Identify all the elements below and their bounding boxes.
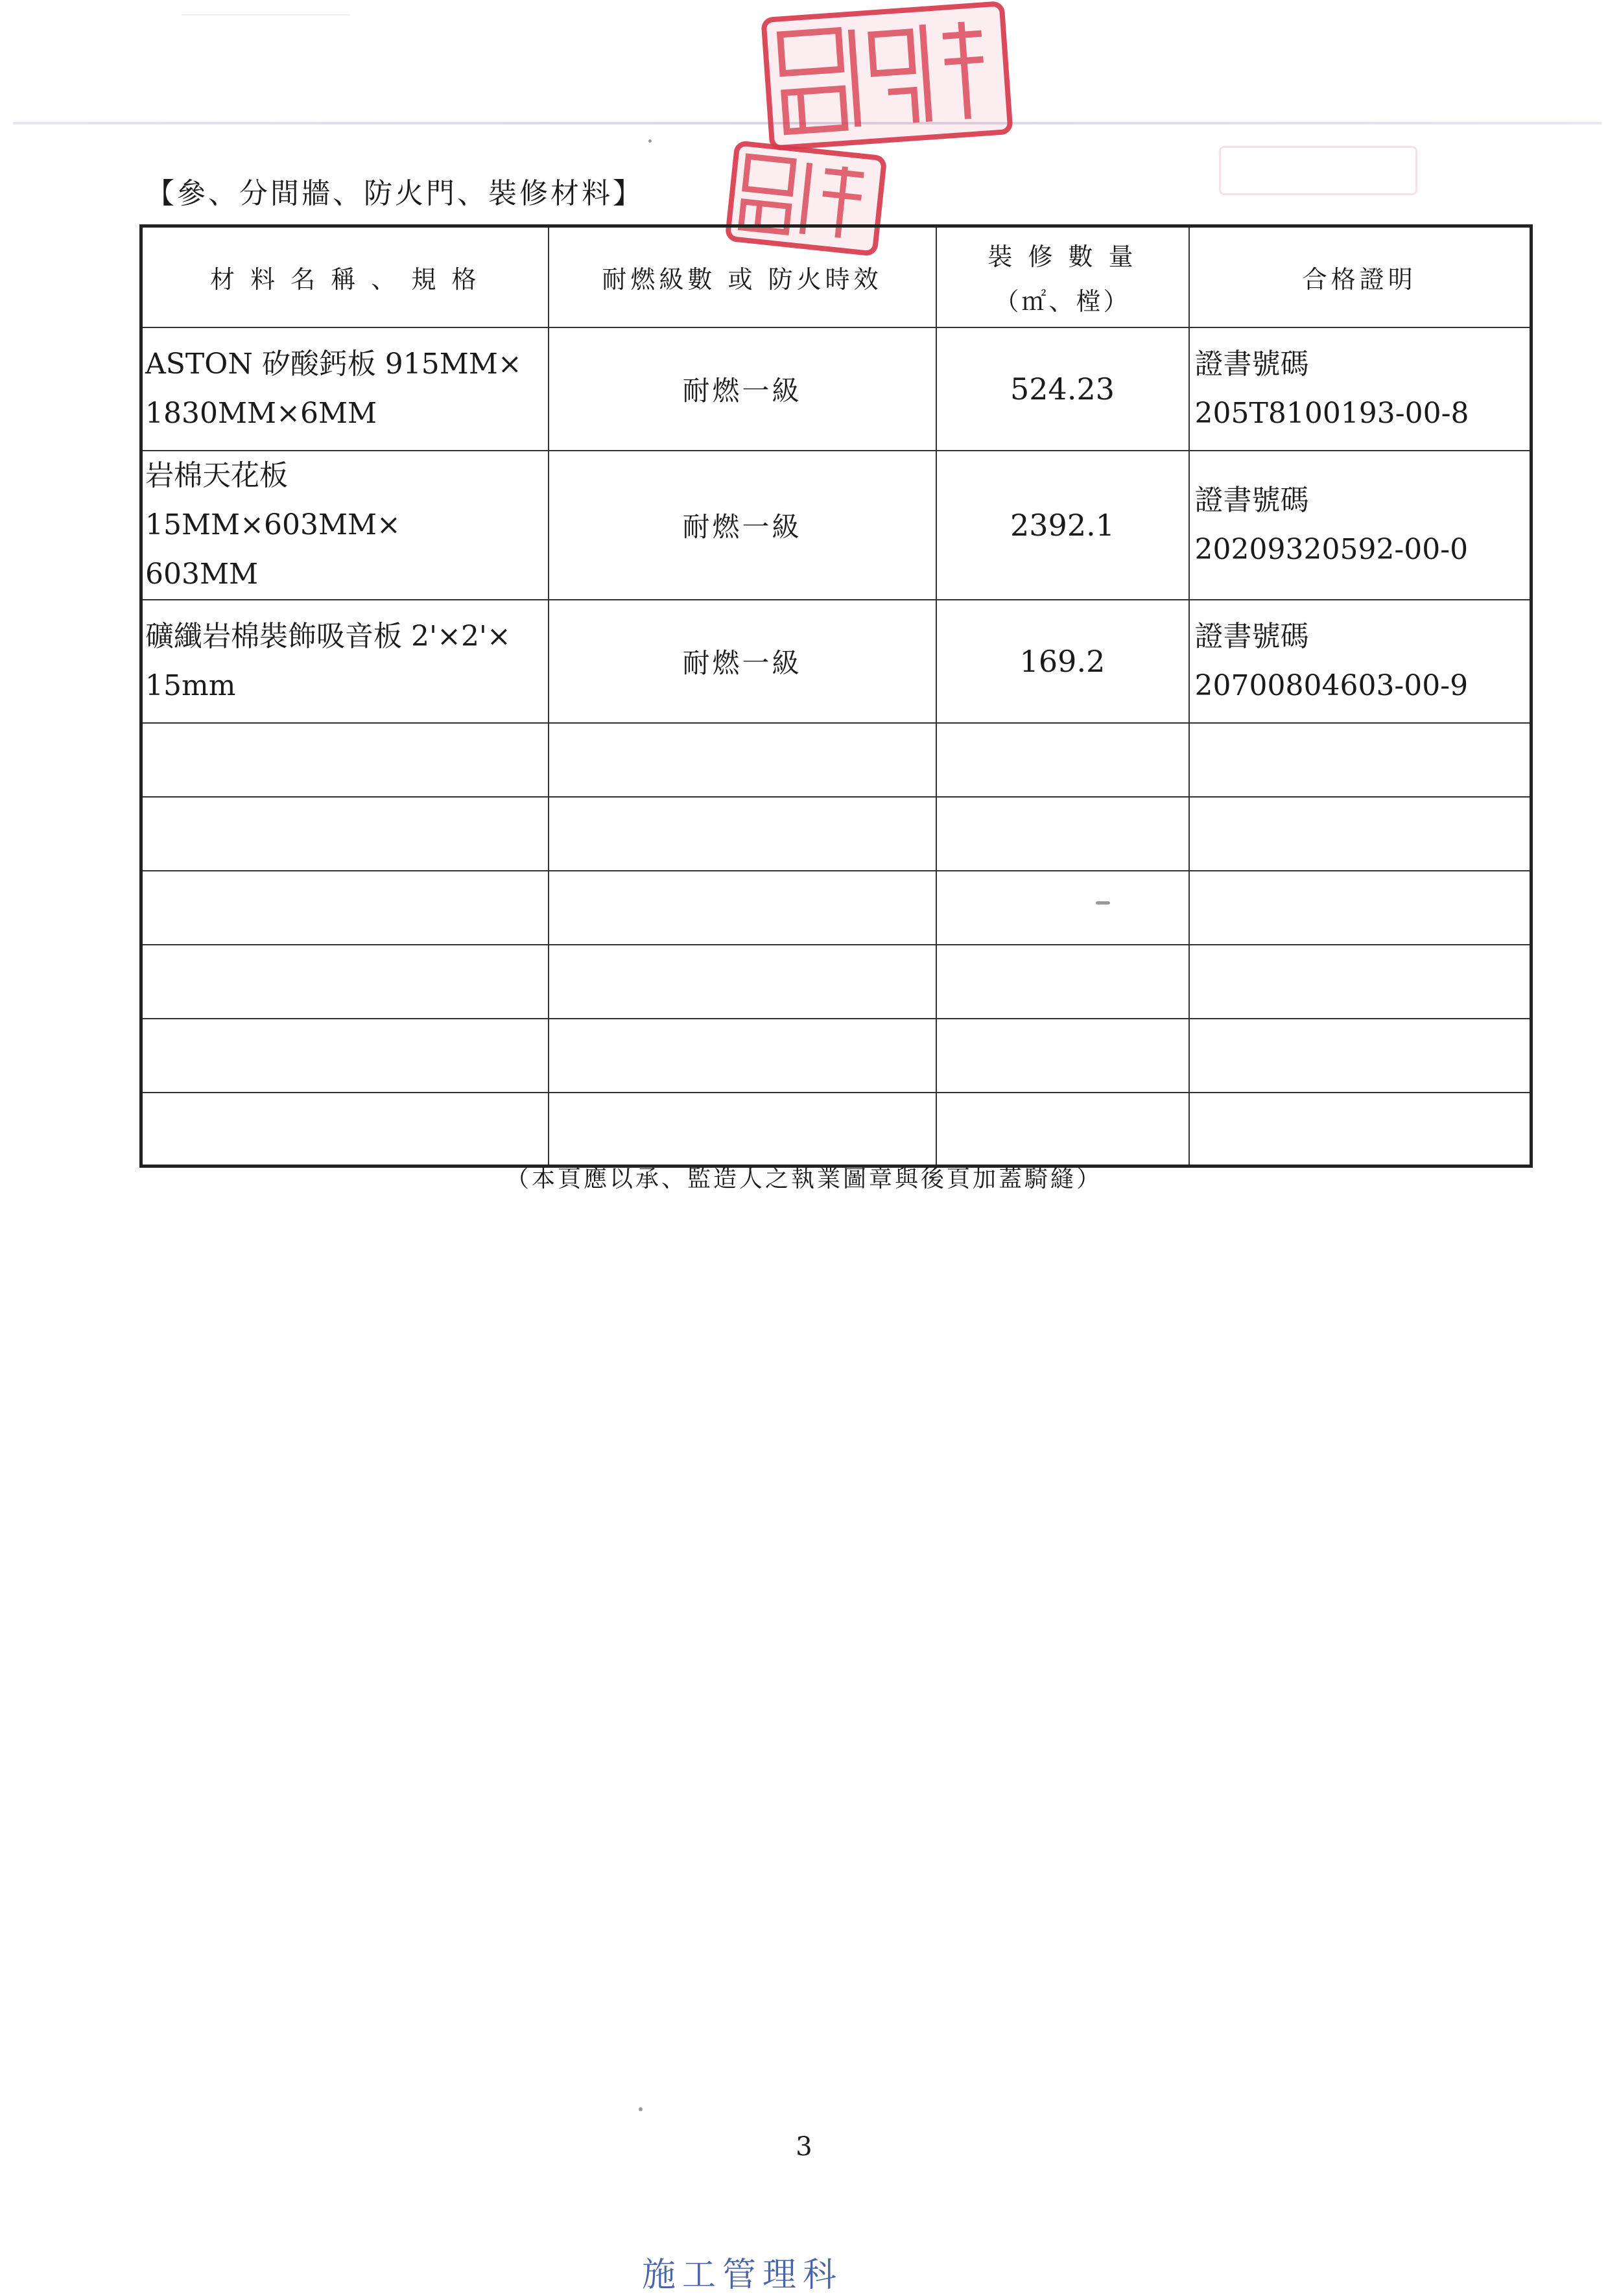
certificate-cell [1189, 600, 1531, 723]
empty-table-row [141, 797, 1531, 871]
fire-rating-cell: 耐燃一級 [549, 600, 936, 723]
certificate-cell [1189, 327, 1531, 451]
certificate-label: 證書號碼 [1194, 347, 1309, 381]
certificate-number: 20700804603-00-9 [1194, 669, 1469, 702]
empty-cell [1189, 871, 1531, 945]
header-quantity-unit: （㎡、樘） [994, 287, 1131, 316]
certificate-number: 20209320592-00-0 [1194, 532, 1469, 566]
empty-cell [1189, 945, 1531, 1019]
certificate-cell [1189, 451, 1531, 600]
table-row [141, 451, 1531, 600]
empty-table-row [141, 1019, 1531, 1093]
empty-cell [549, 945, 936, 1019]
empty-cell [549, 1019, 936, 1093]
empty-cell [549, 871, 936, 945]
empty-cell [549, 723, 936, 797]
bottom-blue-stamp: 施工管理科 [642, 2256, 844, 2295]
certificate-label: 證書號碼 [1194, 619, 1309, 653]
faint-red-stamp [1219, 146, 1417, 195]
empty-cell [936, 723, 1189, 797]
material-name-line: 1830MM×6MM [145, 396, 377, 430]
empty-cell [141, 1019, 549, 1093]
empty-cell [936, 945, 1189, 1019]
certificate-label: 證書號碼 [1194, 483, 1309, 517]
material-name-cell [141, 451, 549, 600]
header-certificate: 合格證明 [1189, 226, 1531, 327]
scan-speck [648, 139, 652, 143]
empty-cell [1189, 1093, 1531, 1166]
certificate-number: 205T8100193-00-8 [1194, 396, 1469, 430]
empty-cell [141, 945, 549, 1019]
material-name-line: 15mm [145, 669, 236, 702]
fire-rating-cell: 耐燃一級 [549, 327, 936, 451]
empty-cell [936, 1019, 1189, 1093]
header-quantity [936, 226, 1189, 327]
table-header-row [141, 226, 1531, 327]
quantity-cell: 524.23 [936, 327, 1189, 451]
scan-speck [1096, 901, 1110, 905]
material-name-line: ASTON 矽酸鈣板 915MM× [145, 347, 522, 381]
material-name-cell [141, 327, 549, 451]
faint-scan-mark [182, 14, 350, 25]
material-name-line: 礦纖岩棉裝飾吸音板 2'×2'× [145, 619, 511, 653]
section-title: 【參、分間牆、防火門、裝修材料】 [146, 177, 644, 210]
empty-cell [141, 797, 549, 871]
footnote: （本頁應以承、監造人之執業圖章與後頁加蓋騎縫） [505, 1166, 1102, 1192]
empty-cell [141, 1093, 549, 1166]
empty-cell [936, 871, 1189, 945]
red-seal-large [761, 1, 1013, 151]
empty-cell [936, 797, 1189, 871]
empty-table-row [141, 871, 1531, 945]
empty-cell [549, 1093, 936, 1166]
empty-cell [141, 871, 549, 945]
empty-table-row [141, 945, 1531, 1019]
header-quantity-label: 裝 修 數 量 [987, 243, 1137, 272]
quantity-cell: 2392.1 [936, 451, 1189, 600]
materials-table [139, 224, 1533, 1168]
material-name-cell [141, 600, 549, 723]
scan-speck [639, 2107, 643, 2111]
empty-cell [1189, 723, 1531, 797]
empty-cell [936, 1093, 1189, 1166]
header-material-name: 材 料 名 稱 、 規 格 [141, 226, 549, 327]
empty-cell [1189, 1019, 1531, 1093]
material-name-line: 603MM [145, 557, 259, 591]
empty-cell [549, 797, 936, 871]
table-row [141, 600, 1531, 723]
empty-table-row [141, 723, 1531, 797]
fire-rating-cell: 耐燃一級 [549, 451, 936, 600]
material-name-line: 岩棉天花板 15MM×603MM× [145, 458, 401, 541]
header-fire-rating: 耐燃級數 或 防火時效 [549, 226, 936, 327]
page-number: 3 [796, 2132, 812, 2162]
empty-cell [141, 723, 549, 797]
quantity-cell: 169.2 [936, 600, 1189, 723]
table-row [141, 327, 1531, 451]
empty-cell [1189, 797, 1531, 871]
empty-table-row [141, 1093, 1531, 1166]
